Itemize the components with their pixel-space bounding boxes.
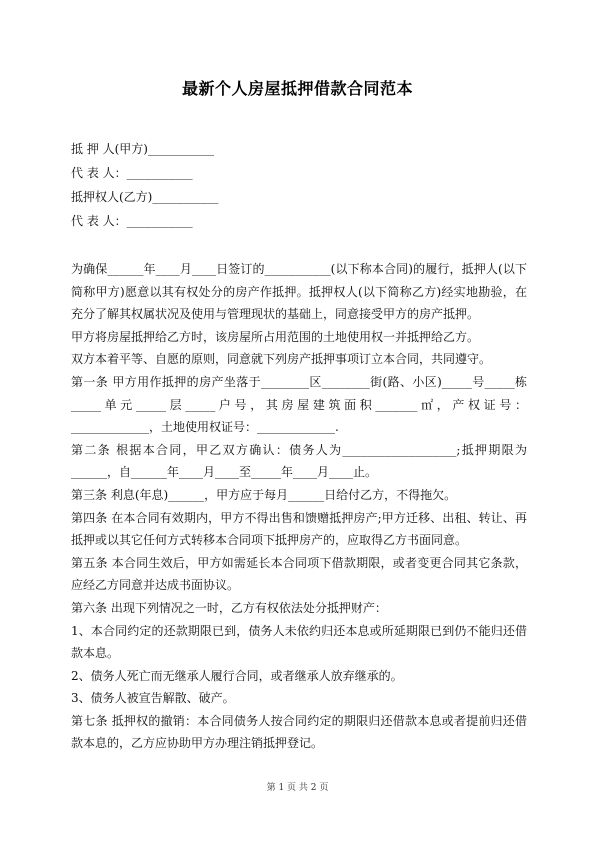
clause-6: 第六条 出现下列情况之一时，乙方有权依法处分抵押财产：	[71, 600, 387, 615]
clause-1: 第一条 甲方用作抵押的房产坐落于________区________街(路、小区)_____号_____栋_____单元_____层_____户号，其房屋建筑面积_______㎡，产权证号：_____________，土地使用权证号：_____________.	[71, 374, 527, 435]
party-pledgee: 抵押权人(乙方)___________	[71, 190, 219, 204]
clause-2: 第二条 根据本合同，甲乙双方确认：债务人为___________________;抵押期限为______，自______年____月____至_____年____月____止。	[71, 442, 527, 480]
contract-body	[71, 258, 527, 755]
party-pledgee-representative: 代 表 人：___________	[71, 214, 193, 228]
clause-6-item-2: 2、债务人死亡而无继承人履行合同，或者继承人放弃继承的。	[71, 668, 403, 683]
document-title: 最新个人房屋抵押借款合同范本	[181, 79, 413, 98]
clause-4: 第四条 在本合同有效期内，甲方不得出售和馈赠抵押房产;甲方迁移、出租、转让、再抵押或以其它任何方式转移本合同项下抵押房产的，应取得乙方书面同意。	[71, 510, 527, 548]
paragraph-land-use: 甲方将房屋抵押给乙方时，该房屋所占用范围的土地使用权一并抵押给乙方。	[71, 329, 480, 344]
party-pledgor-representative: 代 表 人：___________	[71, 166, 193, 180]
clause-5: 第五条 本合同生效后，甲方如需延长本合同项下借款期限，或者变更合同其它条款，应经乙方同意并达成书面协议。	[71, 555, 527, 593]
page-number-footer: 第 1 页 共 2 页	[266, 783, 329, 793]
paragraph-principle: 双方本着平等、自愿的原则，同意就下列房产抵押事项订立本合同，共同遵守。	[71, 352, 492, 367]
paragraph-intro: 为确保______年____月____日签订的___________(以下称本合同)的履行，抵押人(以下简称甲方)愿意以其有权处分的房产作抵押。抵押权人(以下简称乙方)经实地勘验，在充分了解其权属状况及使用与管理现状的基础上，同意接受甲方的房产抵押。	[71, 262, 527, 322]
clause-6-item-1: 1、本合同约定的还款期限已到，债务人未依约归还本息或所延期限已到仍不能归还借款本息。	[71, 623, 527, 661]
clause-3: 第三条 利息(年息)______，甲方应于每月______日给付乙方，不得拖欠。	[71, 487, 457, 502]
party-pledgor: 抵 押 人(甲方)___________	[71, 142, 214, 156]
clause-6-item-3: 3、债务人被宣告解散、破产。	[71, 691, 235, 706]
clause-7: 第七条 抵押权的撤销：本合同债务人按合同约定的期限归还借款本息或者提前归还借款本息的，乙方应协助甲方办理注销抵押登记。	[71, 713, 527, 751]
